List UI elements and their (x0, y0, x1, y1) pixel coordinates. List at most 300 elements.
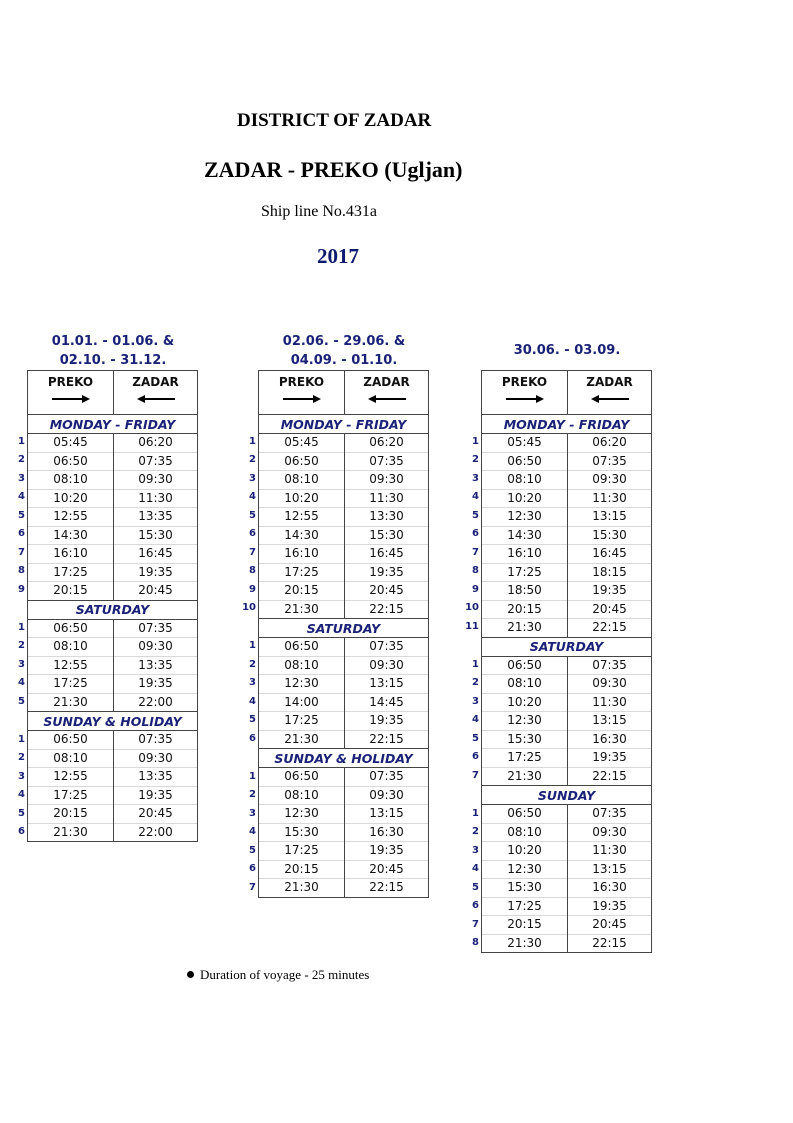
departure-zadar: 20:45 (345, 860, 429, 879)
row-number: 3 (18, 472, 25, 484)
table-row (482, 545, 652, 564)
departure-preko: 12:30 (482, 860, 568, 879)
row-number: 7 (472, 546, 479, 558)
table-row (28, 452, 198, 471)
departure-preko: 20:15 (482, 600, 568, 619)
table-row (259, 656, 429, 675)
departure-preko: 12:30 (259, 675, 345, 694)
section-header (482, 786, 652, 805)
row-number: 1 (249, 435, 256, 447)
table-row (28, 731, 198, 750)
table-row (259, 526, 429, 545)
ship-line-label: Ship line No.431a (261, 203, 377, 220)
row-number: 2 (18, 752, 25, 763)
table-row (259, 471, 429, 490)
row-number: 1 (472, 658, 479, 670)
table-row (482, 693, 652, 712)
departure-zadar: 19:35 (114, 786, 198, 805)
row-number: 1 (249, 770, 256, 782)
departure-zadar: 06:20 (345, 434, 429, 453)
row-number: 6 (472, 751, 479, 762)
departure-zadar: 07:35 (114, 619, 198, 638)
row-number: 4 (18, 789, 25, 800)
departure-zadar: 09:30 (568, 675, 652, 694)
departure-zadar: 13:15 (568, 712, 652, 731)
departure-preko: 21:30 (482, 934, 568, 953)
departure-preko: 14:30 (482, 526, 568, 545)
table-row (259, 545, 429, 564)
period-line-2: 04.09. - 01.10. (290, 353, 398, 368)
row-number: 5 (18, 509, 25, 521)
row-number: 4 (18, 491, 25, 502)
departure-zadar: 13:15 (568, 508, 652, 527)
departure-zadar: 16:30 (345, 823, 429, 842)
table-row (259, 786, 429, 805)
departure-preko: 14:00 (259, 693, 345, 712)
departure-preko: 10:20 (482, 842, 568, 861)
departure-preko: 15:30 (482, 879, 568, 898)
row-number: 2 (472, 677, 479, 688)
departure-zadar: 13:35 (114, 656, 198, 675)
section-title: SUNDAY & HOLIDAY (28, 712, 198, 731)
section-title: MONDAY - FRIDAY (259, 415, 429, 434)
departure-preko: 18:50 (482, 582, 568, 601)
period-label (244, 332, 444, 370)
departure-zadar: 06:20 (114, 434, 198, 453)
period-label (13, 332, 213, 370)
table-row (482, 805, 652, 824)
departure-zadar: 22:15 (568, 767, 652, 786)
departure-zadar: 09:30 (114, 471, 198, 490)
column-header-preko (259, 371, 345, 415)
table-row (259, 675, 429, 694)
departure-zadar: 13:35 (114, 768, 198, 787)
departure-preko: 08:10 (259, 656, 345, 675)
row-number: 5 (249, 714, 256, 725)
departure-zadar: 19:35 (114, 675, 198, 694)
departure-preko: 12:55 (28, 508, 114, 527)
departure-zadar: 22:00 (114, 693, 198, 712)
departure-preko: 06:50 (259, 452, 345, 471)
departure-preko: 16:10 (482, 545, 568, 564)
departure-zadar: 19:35 (345, 563, 429, 582)
column-header-row (28, 371, 198, 415)
departure-preko: 12:55 (28, 656, 114, 675)
departure-preko: 17:25 (28, 563, 114, 582)
period-line-1: 02.06. - 29.06. & (282, 334, 406, 349)
departure-zadar: 20:45 (114, 805, 198, 824)
table-row (28, 693, 198, 712)
year-label: 2017 (317, 244, 359, 268)
table-row (259, 452, 429, 471)
table-row (482, 823, 652, 842)
departure-preko: 15:30 (482, 730, 568, 749)
row-number: 3 (472, 472, 479, 484)
table-row (28, 563, 198, 582)
departure-preko: 21:30 (259, 600, 345, 619)
departure-zadar: 18:15 (568, 563, 652, 582)
table-row (28, 768, 198, 787)
row-number: 8 (472, 937, 479, 948)
table-row (482, 508, 652, 527)
table-row (28, 675, 198, 694)
table-row (259, 860, 429, 879)
row-number: 1 (18, 621, 25, 633)
section-title: SATURDAY (482, 637, 652, 656)
departure-zadar: 07:35 (345, 768, 429, 787)
departure-preko: 08:10 (28, 471, 114, 490)
route-title: ZADAR - PREKO (Ugljan) (204, 157, 463, 182)
departure-preko: 08:10 (28, 749, 114, 768)
departure-preko: 08:10 (259, 471, 345, 490)
table-row (482, 897, 652, 916)
departure-zadar: 15:30 (114, 526, 198, 545)
row-number: 4 (18, 677, 25, 688)
table-row (482, 730, 652, 749)
section-header (259, 415, 429, 434)
departure-preko: 08:10 (28, 638, 114, 657)
departure-zadar: 22:15 (568, 934, 652, 953)
departure-zadar: 11:30 (568, 693, 652, 712)
departure-preko: 17:25 (28, 786, 114, 805)
departure-preko: 06:50 (482, 805, 568, 824)
departure-zadar: 11:30 (568, 489, 652, 508)
departure-zadar: 13:35 (114, 508, 198, 527)
section-header (259, 619, 429, 638)
table-row (482, 860, 652, 879)
row-number: 11 (465, 620, 479, 632)
column-header-label: PREKO (47, 375, 94, 389)
table-row (28, 508, 198, 527)
departure-zadar: 15:30 (568, 526, 652, 545)
column-header-preko (28, 371, 114, 415)
departure-zadar: 19:35 (345, 842, 429, 861)
departure-preko: 06:50 (28, 731, 114, 750)
departure-zadar: 14:45 (345, 693, 429, 712)
departure-preko: 17:25 (28, 675, 114, 694)
departure-zadar: 22:00 (114, 823, 198, 842)
departure-zadar: 19:35 (568, 749, 652, 768)
section-header (482, 415, 652, 434)
departure-preko: 06:50 (259, 768, 345, 787)
column-header-label: ZADAR (132, 375, 179, 389)
departure-preko: 12:30 (482, 508, 568, 527)
row-number: 3 (249, 472, 256, 484)
departure-preko: 12:30 (259, 805, 345, 824)
row-number: 8 (249, 565, 256, 576)
departure-zadar: 22:15 (345, 600, 429, 619)
row-number: 4 (472, 714, 479, 725)
row-number: 2 (249, 789, 256, 800)
row-number: 3 (249, 677, 256, 688)
table-row (482, 452, 652, 471)
voyage-duration-note (187, 967, 369, 983)
table-row (482, 656, 652, 675)
departure-zadar: 16:45 (114, 545, 198, 564)
departure-zadar: 06:20 (568, 434, 652, 453)
column-header-label: ZADAR (586, 375, 633, 389)
departure-preko: 10:20 (28, 489, 114, 508)
departure-zadar: 16:45 (568, 545, 652, 564)
table-row (482, 619, 652, 638)
row-number: 6 (249, 732, 256, 744)
row-number: 10 (465, 602, 479, 613)
table-row (482, 934, 652, 953)
table-row (259, 730, 429, 749)
section-header (28, 415, 198, 434)
row-number: 9 (18, 583, 25, 595)
departure-zadar: 09:30 (345, 471, 429, 490)
table-row (482, 712, 652, 731)
departure-preko: 17:25 (482, 749, 568, 768)
arrow-right-icon (52, 395, 90, 403)
district-title: DISTRICT OF ZADAR (237, 110, 432, 131)
departure-preko: 21:30 (482, 767, 568, 786)
row-number: 6 (249, 863, 256, 874)
departure-preko: 17:25 (482, 563, 568, 582)
table-row (28, 619, 198, 638)
table-row (28, 471, 198, 490)
table-row (28, 749, 198, 768)
table-row (259, 693, 429, 712)
table-row (482, 749, 652, 768)
departure-preko: 12:55 (28, 768, 114, 787)
departure-zadar: 15:30 (345, 526, 429, 545)
row-number: 7 (472, 918, 479, 930)
row-number: 3 (18, 658, 25, 670)
row-number: 2 (472, 826, 479, 837)
table-row (259, 434, 429, 453)
departure-zadar: 07:35 (568, 656, 652, 675)
departure-zadar: 09:30 (568, 823, 652, 842)
table-row (482, 563, 652, 582)
table-row (28, 656, 198, 675)
departure-zadar: 19:35 (345, 712, 429, 731)
table-row (28, 805, 198, 824)
row-number: 8 (18, 565, 25, 576)
table-row (482, 879, 652, 898)
departure-preko: 06:50 (482, 656, 568, 675)
departure-preko: 20:15 (259, 582, 345, 601)
table-row (482, 600, 652, 619)
row-number: 4 (249, 695, 256, 707)
departure-preko: 08:10 (259, 786, 345, 805)
timetable-3 (481, 370, 652, 953)
column-header-row (482, 371, 652, 415)
row-number: 7 (472, 769, 479, 781)
departure-zadar: 07:35 (345, 452, 429, 471)
departure-zadar: 20:45 (345, 582, 429, 601)
departure-zadar: 19:35 (568, 897, 652, 916)
table-row (482, 675, 652, 694)
departure-zadar: 16:45 (345, 545, 429, 564)
departure-zadar: 20:45 (568, 600, 652, 619)
row-number: 2 (472, 454, 479, 465)
table-row (259, 879, 429, 898)
period-line-2: 02.10. - 31.12. (59, 353, 167, 368)
departure-preko: 21:30 (482, 619, 568, 638)
table-row (259, 823, 429, 842)
table-row (482, 471, 652, 490)
departure-preko: 06:50 (259, 638, 345, 657)
departure-preko: 21:30 (259, 879, 345, 898)
departure-preko: 16:10 (259, 545, 345, 564)
row-number: 5 (18, 807, 25, 819)
row-number: 8 (472, 565, 479, 576)
departure-zadar: 07:35 (568, 805, 652, 824)
row-number: 1 (249, 640, 256, 651)
departure-zadar: 13:15 (345, 805, 429, 824)
departure-preko: 20:15 (28, 805, 114, 824)
table-row (259, 563, 429, 582)
table-row (482, 489, 652, 508)
departure-preko: 20:15 (28, 582, 114, 601)
row-number: 9 (472, 583, 479, 595)
arrow-left-icon (137, 395, 175, 403)
row-number: 6 (472, 900, 479, 911)
row-number: 1 (18, 733, 25, 745)
section-title: SUNDAY (482, 786, 652, 805)
table-row (482, 582, 652, 601)
departure-preko: 05:45 (482, 434, 568, 453)
section-title: MONDAY - FRIDAY (482, 415, 652, 434)
column-header-zadar (568, 371, 652, 415)
section-header (28, 600, 198, 619)
departure-preko: 20:15 (482, 916, 568, 935)
row-number: 5 (249, 509, 256, 521)
departure-preko: 10:20 (482, 693, 568, 712)
table-row (259, 805, 429, 824)
period-label (467, 341, 667, 360)
row-number: 1 (472, 435, 479, 447)
departure-zadar: 22:15 (345, 730, 429, 749)
arrow-right-icon (506, 395, 544, 403)
table-row (259, 768, 429, 787)
departure-preko: 05:45 (259, 434, 345, 453)
column-header-zadar (114, 371, 198, 415)
table-row (259, 638, 429, 657)
bullet-icon (187, 971, 194, 978)
table-row (28, 526, 198, 545)
table-row (482, 842, 652, 861)
row-number: 6 (18, 528, 25, 539)
section-title: SATURDAY (259, 619, 429, 638)
departure-zadar: 11:30 (114, 489, 198, 508)
departure-zadar: 09:30 (568, 471, 652, 490)
departure-preko: 17:25 (259, 842, 345, 861)
departure-zadar: 19:35 (114, 563, 198, 582)
departure-preko: 08:10 (482, 471, 568, 490)
departure-zadar: 13:15 (345, 675, 429, 694)
departure-preko: 06:50 (482, 452, 568, 471)
departure-preko: 21:30 (259, 730, 345, 749)
arrow-left-icon (591, 395, 629, 403)
row-number: 5 (472, 881, 479, 893)
row-number: 3 (472, 844, 479, 856)
departure-preko: 14:30 (28, 526, 114, 545)
departure-zadar: 09:30 (114, 638, 198, 657)
column-header-row (259, 371, 429, 415)
row-number: 4 (472, 491, 479, 502)
departure-preko: 15:30 (259, 823, 345, 842)
row-number: 7 (249, 546, 256, 558)
table-row (482, 526, 652, 545)
departure-zadar: 11:30 (568, 842, 652, 861)
departure-preko: 10:20 (259, 489, 345, 508)
table-row (259, 600, 429, 619)
table-row (259, 582, 429, 601)
section-title: SUNDAY & HOLIDAY (259, 749, 429, 768)
departure-zadar: 07:35 (345, 638, 429, 657)
departure-preko: 12:30 (482, 712, 568, 731)
section-header (482, 637, 652, 656)
table-row (28, 434, 198, 453)
arrow-left-icon (368, 395, 406, 403)
departure-zadar: 07:35 (568, 452, 652, 471)
table-row (482, 434, 652, 453)
departure-preko: 17:25 (482, 897, 568, 916)
column-header-label: PREKO (278, 375, 325, 389)
departure-zadar: 07:35 (114, 452, 198, 471)
departure-preko: 14:30 (259, 526, 345, 545)
row-number: 7 (18, 546, 25, 558)
period-line-1: 30.06. - 03.09. (513, 343, 621, 358)
departure-zadar: 16:30 (568, 879, 652, 898)
table-row (28, 638, 198, 657)
table-row (28, 823, 198, 842)
departure-zadar: 22:15 (568, 619, 652, 638)
departure-zadar: 20:45 (114, 582, 198, 601)
departure-preko: 08:10 (482, 823, 568, 842)
column-header-preko (482, 371, 568, 415)
table-row (28, 786, 198, 805)
timetable-1 (27, 370, 198, 842)
departure-preko: 17:25 (259, 563, 345, 582)
row-number: 6 (249, 528, 256, 539)
table-row (28, 582, 198, 601)
departure-zadar: 19:35 (568, 582, 652, 601)
departure-preko: 08:10 (482, 675, 568, 694)
departure-zadar: 09:30 (345, 656, 429, 675)
departure-preko: 10:20 (482, 489, 568, 508)
row-number: 6 (472, 528, 479, 539)
departure-preko: 16:10 (28, 545, 114, 564)
column-header-label: PREKO (501, 375, 548, 389)
table-row (28, 545, 198, 564)
row-number: 2 (18, 454, 25, 465)
row-number: 5 (18, 695, 25, 707)
departure-zadar: 22:15 (345, 879, 429, 898)
row-number: 4 (249, 826, 256, 837)
row-number: 1 (18, 435, 25, 447)
period-line-1: 01.01. - 01.06. & (51, 334, 175, 349)
section-title: SATURDAY (28, 600, 198, 619)
column-header-zadar (345, 371, 429, 415)
row-number: 3 (472, 695, 479, 707)
row-number: 5 (472, 509, 479, 521)
note-text: Duration of voyage - 25 minutes (200, 967, 370, 982)
row-number: 7 (249, 881, 256, 893)
row-number: 5 (249, 844, 256, 856)
departure-preko: 20:15 (259, 860, 345, 879)
row-number: 10 (242, 602, 256, 613)
row-number: 5 (472, 732, 479, 744)
table-row (482, 916, 652, 935)
row-number: 2 (18, 640, 25, 651)
departure-zadar: 07:35 (114, 731, 198, 750)
row-number: 4 (249, 491, 256, 502)
row-number: 3 (18, 770, 25, 782)
